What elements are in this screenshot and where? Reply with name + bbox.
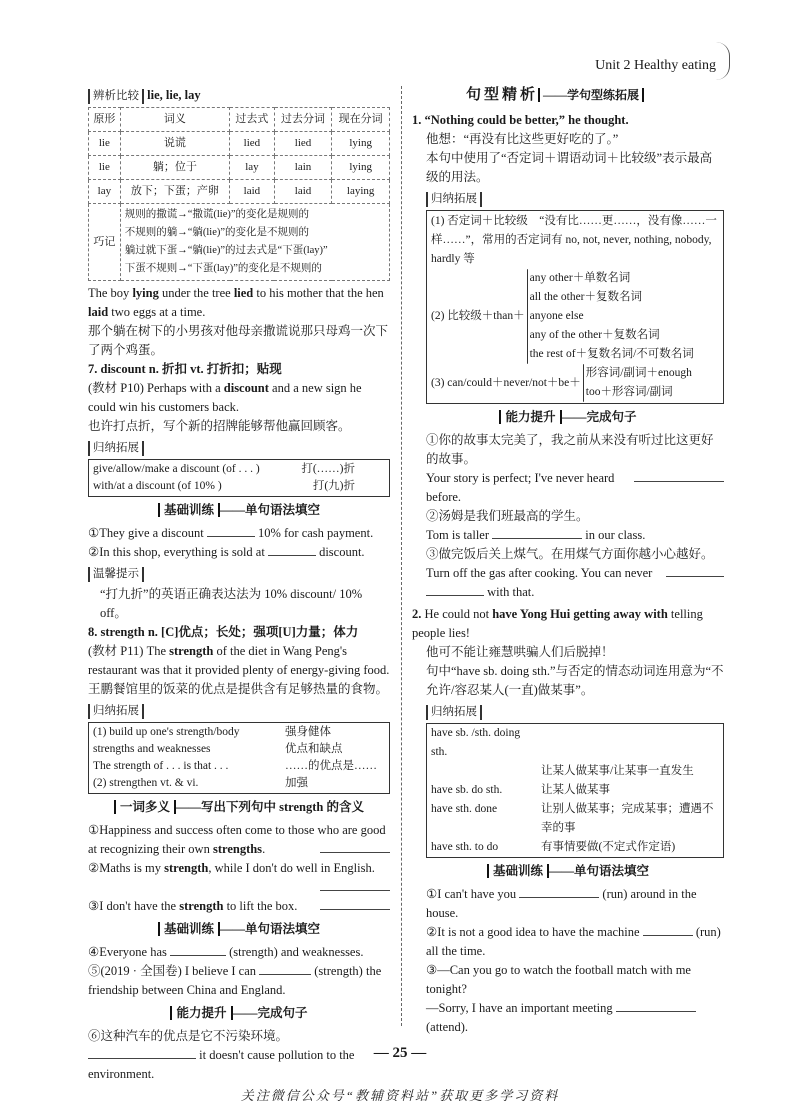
table-row <box>427 724 723 762</box>
col-header: 词义 <box>120 108 229 132</box>
answer-blank[interactable] <box>426 583 484 596</box>
left-column <box>88 84 390 1084</box>
list-item: the rest of＋复数名词/不可数名词 <box>529 348 694 360</box>
cell <box>537 724 723 762</box>
tip-line: 躺过就下蛋→“躺(lie)”的过去式是“下蛋(lay)” <box>124 245 328 256</box>
item8-example: (教材 P11) The strength of the diet in Wang Peng's restaurant was that it provided plenty of energy-giving food. <box>88 644 390 677</box>
sentence1-zh: 他想：“再没有比这些更好吃的了。” <box>426 132 619 146</box>
exercise-line: with that. <box>412 583 724 602</box>
exercise-line: ③I don't have the strength to lift the box. <box>88 897 390 916</box>
example-en: The boy lying under the tree lied to his mother that the hen laid two eggs at a time. <box>88 286 384 319</box>
compare-table <box>88 107 390 281</box>
ext-box-2 <box>426 723 724 858</box>
col-header: 过去分词 <box>274 108 332 132</box>
right-column <box>412 84 724 1037</box>
table-row <box>89 180 390 204</box>
tip-line: 规则的撒谎→“撒谎(lie)”的变化是规则的 <box>124 209 310 220</box>
cell <box>427 762 537 781</box>
exercise-line: ⑥这种汽车的优点是它不污染环境。 <box>88 1029 289 1043</box>
section-heading: 基础训练 ——单句语法填空 <box>88 501 390 520</box>
tip-line: 下蛋不规则→“下蛋(lay)”的变化是不规则的 <box>124 263 322 274</box>
col-header: 原形 <box>89 108 121 132</box>
exercise-line: ②Maths is my strength, while I don't do well in English. <box>88 861 375 875</box>
cell: lie <box>89 132 121 156</box>
cell: lay <box>89 180 121 204</box>
item7-zh: 也许打点折，写个新的招牌能够帮他赢回顾客。 <box>88 419 351 433</box>
answer-blank[interactable] <box>616 999 696 1012</box>
exercise-line: —Sorry, I have an important meeting (attend). <box>412 999 724 1037</box>
answer-blank[interactable] <box>268 543 316 556</box>
answer-blank[interactable] <box>519 885 599 898</box>
exercise-line: ①Happiness and success often come to those who are good at recognizing their own strengths. <box>88 821 390 859</box>
cell: lying <box>332 156 390 180</box>
answer-blank[interactable] <box>207 524 255 537</box>
cell: have sth. done <box>431 803 498 815</box>
cell: 有事情要做(不定式作定语) <box>541 841 676 853</box>
sentence1-note: 本句中使用了“否定词＋谓语动词＋比较级”表示最高级的用法。 <box>426 151 713 184</box>
list-item: all the other＋复数名词 <box>529 291 643 303</box>
table-row <box>89 156 390 180</box>
rule-1: (1) 否定词＋比较级 “没有比……更……，没有像……一样……”，常用的否定词有 no, not, never, nothing, nobody, hardly 等 <box>431 215 717 265</box>
exercise-line: ②It is not a good idea to have the machine (run) all the time. <box>426 925 721 958</box>
item7-example: (教材 P10) Perhaps with a discount and a new sign he could win his customers back. <box>88 381 362 414</box>
exercise-line: Your story is perfect; I've never heard <box>412 469 724 488</box>
exercise-line: Tom is taller in our class. <box>426 528 646 542</box>
ext-box-1 <box>426 210 724 404</box>
example-zh: 那个躺在树下的小男孩对他母亲撒谎说那只母鸡一次下了两个鸡蛋。 <box>88 324 389 357</box>
col-header: 过去式 <box>230 108 275 132</box>
answer-blank[interactable] <box>259 962 311 975</box>
section-heading: 能力提升 ——完成句子 <box>88 1004 390 1023</box>
table-row <box>427 838 723 857</box>
sentence1: 1. “Nothing could be better,” he thought. <box>412 113 629 127</box>
table-row <box>427 800 723 838</box>
cell: 让某人做某事/让某事一直发生 <box>541 765 694 777</box>
item7-ext-box: give/allow/make a discount (of . . . ) 打(……)折 with/at a discount (of 10% ) 打(九)折 <box>88 459 390 497</box>
item7-head: 7. discount n. 折扣 vt. 打折扣；贴现 <box>88 362 282 376</box>
tip-tag: 温馨提示 <box>88 567 144 582</box>
exercise-line: ①They give a discount 10% for cash payment. <box>88 526 374 540</box>
exercise-line: ⑤(2019 · 全国卷) I believe I can (strength) the friendship between China and England. <box>88 964 382 997</box>
sentence2-note: 句中“have sb. doing sth.”与否定的情态动词连用意为“不允许/容忍某人(一直)做某事”。 <box>426 664 724 697</box>
cell: lain <box>274 156 332 180</box>
page-number: — 25 — <box>373 1045 427 1061</box>
cell: have sb. do sth. <box>431 784 503 796</box>
cell: lied <box>274 132 332 156</box>
list-item: anyone else <box>529 310 584 322</box>
item8-zh: 王鹏餐馆里的饭菜的优点是提供含有足够热量的食物。 <box>88 682 389 696</box>
rule-2: (2) 比较级＋than＋ any other＋单数名词 all the other＋复数名词 anyone else any of the other＋复数名词 the rest of＋复数名词/不可数名词 <box>431 269 719 364</box>
running-header: Unit 2 Healthy eating <box>595 58 716 73</box>
col-header: 现在分词 <box>332 108 390 132</box>
answer-blank[interactable] <box>320 878 390 891</box>
section-heading: 能力提升 ——完成句子 <box>412 408 724 427</box>
sentence2-zh: 他可不能让雍慧哄骗人们后脱掉！ <box>426 645 614 659</box>
section-heading: 基础训练 ——单句语法填空 <box>412 862 724 881</box>
section-title: 句型精析 ——学句型练拓展 <box>466 86 724 105</box>
answer-blank[interactable] <box>634 469 724 482</box>
ext-tag: 归纳拓展 <box>88 704 144 719</box>
cell: have sth. to do <box>431 841 499 853</box>
answer-blank[interactable] <box>320 897 390 910</box>
table-row <box>89 204 390 281</box>
tip-line: 不规则的躺→“躺(lie)”的变化是不规则的 <box>124 227 310 238</box>
tip-label: 巧记 <box>89 204 121 281</box>
cell: 放下；下蛋；产卵 <box>120 180 229 204</box>
answer-blank[interactable] <box>666 564 724 577</box>
exercise-line: it doesn't cause pollution to the environment. <box>88 1048 355 1081</box>
item8-head: 8. strength n. [C]优点；长处；强项[U]力量；体力 <box>88 625 359 639</box>
footer-note: 关注微信公众号“教辅资料站”获取更多学习资料 <box>240 1088 560 1103</box>
list-item: any of the other＋复数名词 <box>529 329 660 341</box>
ext-tag: 归纳拓展 <box>88 441 144 456</box>
cell: laid <box>230 180 275 204</box>
ext-tag: 归纳拓展 <box>426 192 482 207</box>
exercise-line: ③—Can you go to watch the football match with me tonight? <box>426 963 691 996</box>
cell: 让别人做某事；完成某事；遭遇不幸的事 <box>541 803 714 834</box>
exercise-line: ②In this shop, everything is sold at discount. <box>88 545 365 559</box>
section-heading: 基础训练 ——单句语法填空 <box>88 920 390 939</box>
compare-title: lie, lie, lay <box>147 88 201 102</box>
cell: laid <box>274 180 332 204</box>
cell: 说谎 <box>120 132 229 156</box>
answer-blank[interactable] <box>643 923 693 936</box>
exercise-line <box>88 878 390 897</box>
cell: 让某人做某事 <box>541 784 610 796</box>
list-item: any other＋单数名词 <box>529 272 631 284</box>
rule-3: (3) can/could＋never/not＋be＋ 形容词/副词＋enough too＋形容词/副词 <box>431 364 719 402</box>
exercise-line: ①I can't have you (run) around in the house. <box>426 887 697 920</box>
exercise-line: ①你的故事太完美了，我之前从来没有听过比这更好的故事。 <box>426 433 714 466</box>
exercise-line: Turn off the gas after cooking. You can never <box>412 564 724 583</box>
answer-blank[interactable] <box>170 943 226 956</box>
cell: lying <box>332 132 390 156</box>
cell: lay <box>230 156 275 180</box>
cell: have sb. /sth. doing sth. <box>431 727 521 758</box>
memory-tips <box>120 204 389 281</box>
table-row <box>427 762 723 781</box>
answer-blank[interactable] <box>320 840 390 853</box>
exercise-line: ④Everyone has (strength) and weaknesses. <box>88 945 364 959</box>
cell: lie <box>89 156 121 180</box>
list-item: 形容词/副词＋enough <box>585 367 692 379</box>
tip-text: “打九折”的英语正确表达法为 10% discount/ 10% off。 <box>100 587 363 620</box>
table-row <box>89 132 390 156</box>
list-item: too＋形容词/副词 <box>585 386 673 398</box>
exercise-line: ②汤姆是我们班最高的学生。 <box>426 509 589 523</box>
sentence2: 2. He could not have Yong Hui getting away with telling people lies! <box>412 607 703 640</box>
answer-blank[interactable] <box>492 526 582 539</box>
cell: laying <box>332 180 390 204</box>
section-heading: 一词多义 ——写出下列句中 strength 的含义 <box>88 798 390 817</box>
cell: 躺；位于 <box>120 156 229 180</box>
cell: lied <box>230 132 275 156</box>
exercise-line: before. <box>426 490 462 504</box>
ext-tag: 归纳拓展 <box>426 705 482 720</box>
header-decoration <box>716 42 730 80</box>
compare-tag: 辨析比较 <box>88 89 144 104</box>
column-divider <box>401 86 402 1026</box>
exercise-line: ③做完饭后关上煤气。在用煤气方面你越小心越好。 <box>426 547 714 561</box>
item8-ext-box: (1) build up one's strength/body 强身健体 strengths and weaknesses 优点和缺点 The strength of . . . is that . . . ……的优点是…… (2) strengthen vt. & vi. 加强 <box>88 722 390 794</box>
table-row <box>427 781 723 800</box>
